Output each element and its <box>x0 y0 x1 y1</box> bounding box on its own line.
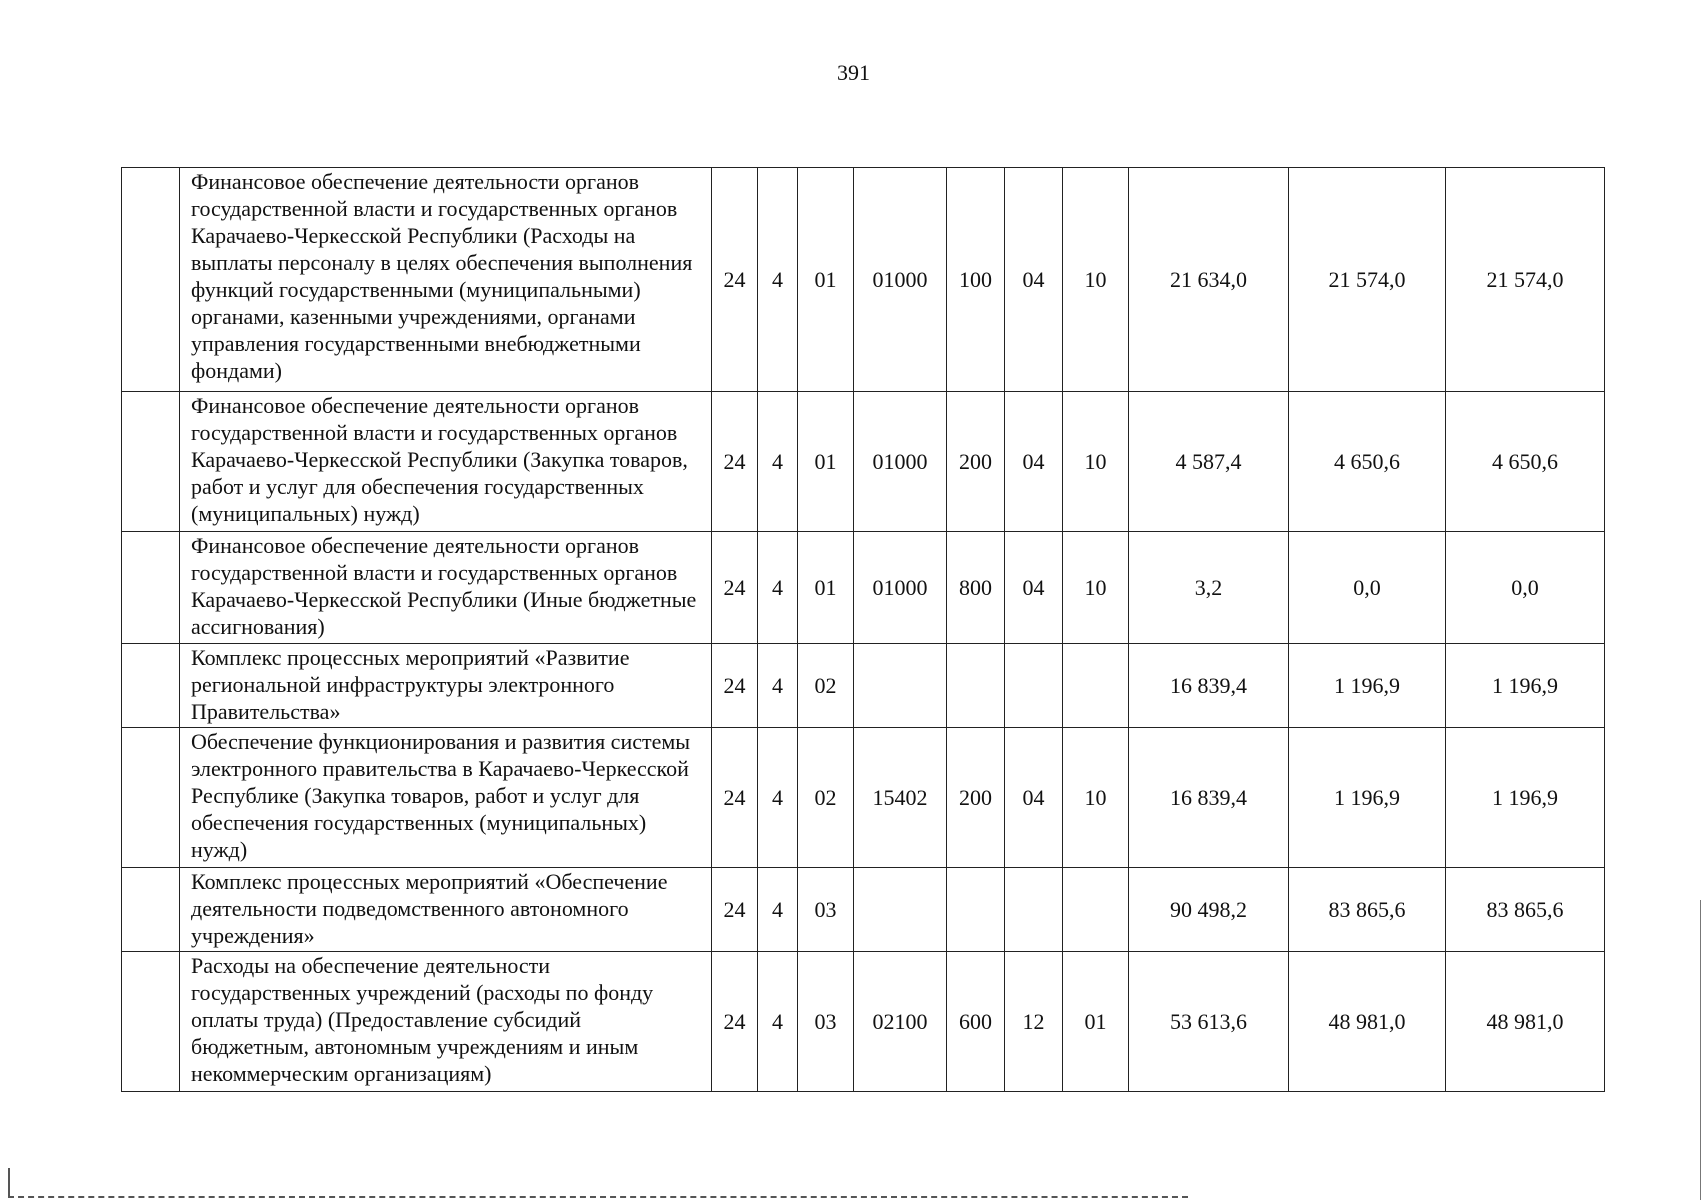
code-cell-3: 01 <box>798 532 854 644</box>
code-cell-6 <box>1005 868 1063 952</box>
table-row <box>122 532 1605 644</box>
code-cell-1: 24 <box>712 532 758 644</box>
code-cell-7: 10 <box>1063 728 1129 868</box>
code-cell-7: 10 <box>1063 392 1129 532</box>
page-number: 391 <box>837 60 870 85</box>
code-cell-5: 800 <box>947 532 1005 644</box>
row-name-cell: Финансовое обеспечение деятельности органов государственной власти и государственных органов Карачаево-Черкесской Республики (Закупка товаров, работ и услуг для обеспечения государственных (муниципальных) нужд) <box>180 392 712 532</box>
amount-cell-2: 48 981,0 <box>1289 952 1446 1092</box>
amount-cell-1: 16 839,4 <box>1129 644 1289 728</box>
code-cell-3: 02 <box>798 644 854 728</box>
table-row <box>122 952 1605 1092</box>
row-number-cell <box>122 728 180 868</box>
code-cell-4: 15402 <box>854 728 947 868</box>
code-cell-7 <box>1063 868 1129 952</box>
table-row <box>122 644 1605 728</box>
amount-cell-3: 48 981,0 <box>1446 952 1605 1092</box>
amount-cell-2: 1 196,9 <box>1289 728 1446 868</box>
amount-cell-3: 1 196,9 <box>1446 728 1605 868</box>
table-row <box>122 168 1605 392</box>
budget-table <box>121 167 1605 1092</box>
code-cell-4: 01000 <box>854 392 947 532</box>
code-cell-2: 4 <box>758 532 798 644</box>
amount-cell-2: 21 574,0 <box>1289 168 1446 392</box>
row-name-cell: Обеспечение функционирования и развития системы электронного правительства в Карачаево-Черкесской Республике (Закупка товаров, работ и услуг для обеспечения государственных (муниципальных) нужд) <box>180 728 712 868</box>
code-cell-3: 03 <box>798 952 854 1092</box>
amount-cell-2: 0,0 <box>1289 532 1446 644</box>
code-cell-6: 12 <box>1005 952 1063 1092</box>
code-cell-5: 200 <box>947 728 1005 868</box>
table-body <box>122 168 1605 1092</box>
code-cell-3: 01 <box>798 392 854 532</box>
row-name-cell: Комплекс процессных мероприятий «Развитие региональной инфраструктуры электронного Правительства» <box>180 644 712 728</box>
row-number-cell <box>122 532 180 644</box>
row-number-cell <box>122 168 180 392</box>
code-cell-3: 02 <box>798 728 854 868</box>
table-row <box>122 728 1605 868</box>
amount-cell-2: 4 650,6 <box>1289 392 1446 532</box>
amount-cell-1: 21 634,0 <box>1129 168 1289 392</box>
amount-cell-3: 21 574,0 <box>1446 168 1605 392</box>
code-cell-2: 4 <box>758 952 798 1092</box>
row-name-cell: Финансовое обеспечение деятельности органов государственной власти и государственных органов Карачаево-Черкесской Республики (Иные бюджетные ассигнования) <box>180 532 712 644</box>
table-row <box>122 868 1605 952</box>
code-cell-1: 24 <box>712 168 758 392</box>
code-cell-5: 100 <box>947 168 1005 392</box>
code-cell-3: 01 <box>798 168 854 392</box>
code-cell-7 <box>1063 644 1129 728</box>
code-cell-6: 04 <box>1005 168 1063 392</box>
row-number-cell <box>122 392 180 532</box>
table-row <box>122 392 1605 532</box>
code-cell-5: 200 <box>947 392 1005 532</box>
row-name-cell: Расходы на обеспечение деятельности государственных учреждений (расходы по фонду оплаты труда) (Предоставление субсидий бюджетным, автономным учреждениям и иным некоммерческим организациям) <box>180 952 712 1092</box>
row-name-cell: Комплекс процессных мероприятий «Обеспечение деятельности подведомственного автономного учреждения» <box>180 868 712 952</box>
code-cell-2: 4 <box>758 868 798 952</box>
code-cell-1: 24 <box>712 728 758 868</box>
scan-bottom-dashed-line <box>8 1196 1188 1198</box>
code-cell-2: 4 <box>758 168 798 392</box>
code-cell-4: 01000 <box>854 532 947 644</box>
code-cell-5 <box>947 868 1005 952</box>
code-cell-5 <box>947 644 1005 728</box>
code-cell-7: 10 <box>1063 168 1129 392</box>
amount-cell-2: 83 865,6 <box>1289 868 1446 952</box>
code-cell-1: 24 <box>712 644 758 728</box>
code-cell-1: 24 <box>712 952 758 1092</box>
row-name-cell: Финансовое обеспечение деятельности органов государственной власти и государственных органов Карачаево-Черкесской Республики (Расходы на выплаты персоналу в целях обеспечения выполнения функций государственными (муниципальными) органами, казенными учреждениями, органами управления государственными внебюджетными фондами) <box>180 168 712 392</box>
code-cell-5: 600 <box>947 952 1005 1092</box>
code-cell-3: 03 <box>798 868 854 952</box>
amount-cell-1: 4 587,4 <box>1129 392 1289 532</box>
amount-cell-3: 83 865,6 <box>1446 868 1605 952</box>
code-cell-6: 04 <box>1005 728 1063 868</box>
code-cell-1: 24 <box>712 392 758 532</box>
code-cell-4: 02100 <box>854 952 947 1092</box>
code-cell-4 <box>854 868 947 952</box>
code-cell-7: 10 <box>1063 532 1129 644</box>
amount-cell-1: 90 498,2 <box>1129 868 1289 952</box>
code-cell-2: 4 <box>758 392 798 532</box>
row-number-cell <box>122 868 180 952</box>
scan-right-edge-mark <box>1700 900 1701 1200</box>
code-cell-1: 24 <box>712 868 758 952</box>
code-cell-2: 4 <box>758 644 798 728</box>
row-number-cell <box>122 952 180 1092</box>
code-cell-2: 4 <box>758 728 798 868</box>
scan-left-edge-mark <box>8 1168 10 1197</box>
amount-cell-3: 0,0 <box>1446 532 1605 644</box>
row-number-cell <box>122 644 180 728</box>
amount-cell-3: 1 196,9 <box>1446 644 1605 728</box>
code-cell-4: 01000 <box>854 168 947 392</box>
code-cell-7: 01 <box>1063 952 1129 1092</box>
amount-cell-1: 3,2 <box>1129 532 1289 644</box>
amount-cell-2: 1 196,9 <box>1289 644 1446 728</box>
code-cell-6 <box>1005 644 1063 728</box>
amount-cell-3: 4 650,6 <box>1446 392 1605 532</box>
amount-cell-1: 16 839,4 <box>1129 728 1289 868</box>
code-cell-6: 04 <box>1005 532 1063 644</box>
code-cell-6: 04 <box>1005 392 1063 532</box>
amount-cell-1: 53 613,6 <box>1129 952 1289 1092</box>
code-cell-4 <box>854 644 947 728</box>
